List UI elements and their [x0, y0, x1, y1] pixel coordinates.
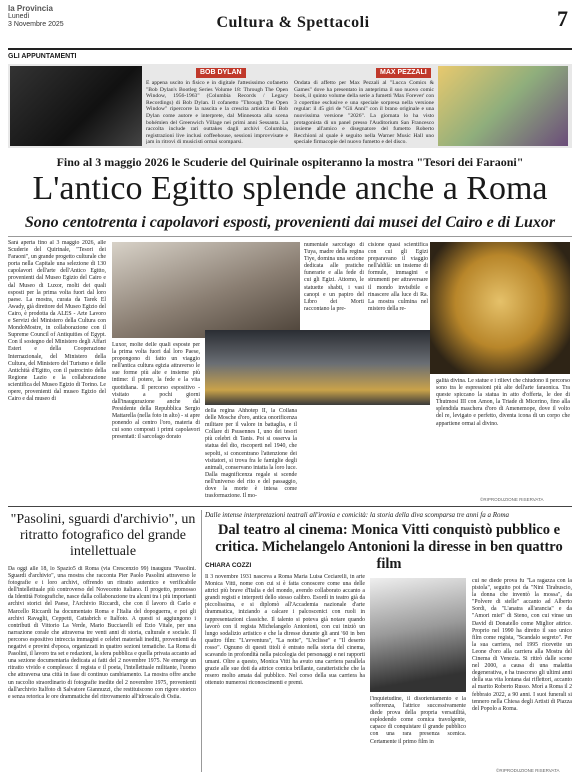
egitto-col-5: cisione quasi scientifica con cui gli Egizi preparavano il viaggio nell'aldilà: un insieme di formule, immagini e strumenti per attraversare il mondo invisibile e rinascere alla luce di Ra. La mostra culmina nel mistero della re-	[368, 242, 428, 312]
dylan-text: È appena uscito in fisico e in digitale l'attesissimo cofanetto "Bob Dylan's Bootleg Series Volume 18: Through The Open Window, 1956-1963" (Columbia Records / Legacy Recordings) di Bob Dylan. Il cofanetto "Through The Open Window" ripercorre la nascita e la crescita artistica di Bob Dylan come autore e interprete, dal Minnesota alla scena bohémien del Greenwich Village nei primi anni Sessanta. La raccolta include rari outtakes dagli archivi Columbia, registrazioni live inclusi coffeehouse, sessioni improvvisate e jam in ritrovi di musicisti ormai scomparsi.	[146, 80, 288, 146]
vitti-col-1: Il 3 novembre 1931 nasceva a Roma Maria Luisa Ceciarelli, in arte Monica Vitti, nome con cui si è fatta conoscere come una delle attrici più brave d'Italia e del mondo, avendo collaborato accanto a grandi registi e interpreti dello stesso calibro. Esordì in teatro già da piccolissima, e si diplomò all'Accademia nazionale d'arte drammatica, iniziando a calcare i palcoscenici con ruoli in rappresentazioni classiche. Il talento si poteva già notare quando lavorò con il regista Michelangelo Antonioni, con cui iniziò un lungo sodalizio artistico e che la diresse durante gli anni '60 in ben quattro film: "L'avventura", "La notte", "L'eclisse" e "Il deserto rosso". Ognuno di questi titoli è entrato nella storia del cinema, scavando in profondità nella psicologia dei personaggi e nei rapporti umani. Oltre a questo, Monica Vitti ha avuto una carriera parallela grazie alle sue doti da attrice comica brillante, caratteristiche che la resero molto amata dal pubblico. Nel corso della sua carriera ha ottenuto numerosi riconoscimenti e premi.	[205, 574, 365, 687]
section-title: Cultura & Spettacoli	[216, 14, 370, 31]
dylan-photo	[10, 66, 142, 146]
page-number: 7	[557, 6, 568, 31]
masthead	[8, 4, 572, 48]
column-divider	[201, 510, 202, 772]
vitti-byline: CHIARA COZZI	[205, 562, 252, 569]
gold-mask-photo	[430, 242, 570, 374]
vitti-photo	[370, 578, 466, 692]
egitto-col-6: galità divina. Le statue e i rilievi che chiudono il percorso sono tra le espressioni più alte dell'arte faraonica. Tra queste spiccano la statua in atto d'offerta, le dee di Thutmosi III con Amon, la Triade di Micerino, fino alla splendida maschera d'oro di Amenemope, dove il volto del re, levigato e perfetto, diventa icona di un corpo che appartiene ormai al divino.	[436, 378, 570, 427]
egitto-col-2: Luxor, molte delle quali esposte per la prima volta fuori dal loro Paese, propongono di fatto un viaggio nell'antica cultura egizia attraverso le sue forme più alte e insieme più intime: il potere, la fede e la vita quotidiana. Il percorso espositivo - visitato a pochi giorni dall'inaugurazione anche dal Presidente della Repubblica Sergio Mattarella (nella foto in alto) - si apre ponendo al centro l'oro, materia di cui sono composti i primi capolavori presentati: il sarcofago dorato	[112, 342, 200, 441]
pezzali-label: MAX PEZZALI	[376, 68, 431, 78]
pezzali-photo	[438, 66, 568, 146]
vitti-credit: ©RIPRODUZIONE RISERVATA	[496, 768, 560, 773]
appuntamenti-label: GLI APPUNTAMENTI	[8, 53, 77, 60]
egitto-divider	[8, 236, 572, 237]
dylan-label: BOB DYLAN	[196, 68, 246, 78]
egitto-col-3b	[304, 408, 428, 502]
egitto-kicker: Fino al 3 maggio 2026 le Scuderie del Quirinale ospiteranno la mostra "Tesori dei Faraoni"	[56, 155, 524, 169]
egitto-subhead: Sono centotrenta i capolavori esposti, provenienti dai musei del Cairo e di Luxor	[24, 214, 556, 231]
egitto-col-3: della regina Ahhotep II, la Collana delle Mosche d'oro, antica onorificenza militare per il valore in battaglia, e il Collare di Psusennes I, uno dei tesori più celebri di Tanis. Poi si osserva la statua del dio, riscoperti nel 1940, che sepolti, si concentrano l'attenzione dei visitatori, si trova fra le famiglie degli animali, conservano intatta la loro luce. Dalla magnificenza regale si scende nell'universo del rito e del passaggio, dove la morte è intesa come trasformazione. Il mo-	[205, 408, 297, 500]
section-divider	[8, 506, 572, 507]
egitto-credit: ©RIPRODUZIONE RISERVATA	[480, 497, 544, 502]
vitti-col-3: cui ne diede prova fu "La ragazza con la pistola", seguito poi da "Nini Tirabuscio, la donna che inventò la mossa", da "Polvere di stelle" accanto ad Alberto Sordi, da "L'anatra all'arancia" e da "Amori miei" di Steno, con cui vinse un David di Donatello come Miglior attrice. Proprio nel 1990 ha diretto il suo unico film come regista, "Scandalo segreto". Per la sua carriera, nel 1995 ricevette un Leone d'oro alla carriera alla Mostra del Cinema di Venezia. Si ritirò dalle scene nel 2000, a causa di una malattia degenerativa, e ha trascorso gli ultimi anni della sua vita lontana dai riflettori, accanto al marito Roberto Russo. Morì a Roma il 2 febbraio 2022, a 90 anni. I suoi funerali si tennero nella Chiesa degli Artisti di Piazza del Popolo a Roma.	[472, 578, 572, 712]
pasolini-text: Da oggi alle 18, lo Spazio5 di Roma (via Crescenzio 99) inaugura "Pasolini. Sguardi d'archivio", una mostra che racconta Pier Paolo Pasolini attraverso le fotografie e i loro archivi, offrendo un ritratto autentico e verificabile dell'intellettuale più controverso del Novecento italiano. Il progetto, promosso da Identità Fotografiche, nasce dalla collaborazione tra alcuni tra i più importanti archivi storici del Paese, l'Archivio Riccardi, che con il lavoro di Carlo e Marcello Riccardi ha documentato Roma e l'Italia del dopoguerra, e poi gli archivi Ravaglii, Ceppetti, Cattabrich e Italfoto. A questi si aggiungono i contributi di Vittorio La Verde, Mario Bucciarelli ed Ezio Vitale, per una narrazione corale che attraversa tre venti anni di storia, culturale e sociale. Il percorso espositivo intreccia immagini e celebri materiali inediti, provenienti da negativi e provini d'epoca, organizzati in quattro sezioni tematiche. La Roma di Pasolini, il lavoro tra set e redazioni, la sfera pubblica e quella privata accanto ad una sezione documentaria dedicata ai fatti del 2 novembre 1975. Ne emerge un ritratto vivido e complesso: il regista e il poeta, l'intellettuale militante, l'uomo che attraversa una città in fase di continuo cambiamento. La mostra offre anche un raccolto straordinario di fotografie inedite del 2 novembre 1975, provenienti dall'archivio Italfoto di Salvatore Giannuzzi, che restituiscono con rigore storico e senza retorica le ore drammatiche del ritrovamento all'idroscalo di Ostia.	[8, 566, 196, 700]
paper-date: 3 Novembre 2025	[8, 21, 64, 28]
paper-day: Lunedì	[8, 13, 30, 20]
paper-name: la Provincia	[8, 4, 53, 13]
egitto-col-4: numentale sarcofago di Tuya, madre della regina Tiye, domina una sezione dedicata alle pratiche funerarie e alla fede di cui gli Egizi. Attorno, le statuette shabti, i vasi canopi e un papiro del Libro dei Morti raccontano la pre-	[304, 242, 364, 312]
vitti-headline: Dal teatro al cinema: Monica Vitti conquistò pubblico e critica. Michelangelo Antonioni la diresse in ben quattro film	[215, 522, 563, 572]
masthead-rule	[8, 48, 572, 50]
egitto-headline: L'antico Egitto splende anche a Roma	[32, 170, 548, 207]
vitti-col-2: l'inquietudine, il disorientamento e la sofferenza, l'attrice successivamente diede prova della propria versatilità, esplodendo come comica travolgente, capace di conquistare il grande pubblico con una rara presenza scenica. Certamente il primo film in	[370, 696, 466, 745]
pezzali-text: Ondata di affetto per Max Pezzali al "Lucca Comics & Games" dove ha presentato in anteprima il suo nuovo comic book, il quinto volume della serie a fumetti 'Max Forever' con 3 copertine esclusive e una speciale sorpresa nella versione regular: il 45 giri de "Gli Anni" con il brano originale e una nuovissima versione "2026". La giornata lo ha visto protagonista di un panel presso l'Auditorium San Francesco insieme all'amico e disegnatore del fumetto Roberto Recchioni al quale è seguito nella Warner Music Hall uno speciale firmacopie del nuovo fumetto e del disco.	[294, 80, 434, 146]
egitto-col-1: Sarà aperta fino al 3 maggio 2026, alle Scuderie del Quirinale, "Tesori dei Faraoni", un grande progetto culturale che porta nella Capitale una selezione di 130 capolavori dell'arte dell'Antico Egitto, provenienti dal Museo Egizio del Cairo e dal Museo di Luxor, molti dei quali esposti per la prima volta fuori dal loro paese. La mostra, curata da Tarek El Awady, già direttore del Museo Egizio del Cairo, è prodotta da ALES - Arte Lavoro e Servizi del Ministero della Cultura con MondoMostre, in collaborazione con il Supreme Council of Antiquities of Egypt. Con il sostegno del Ministero degli Affari Esteri e della Cooperazione Internazionale, del Ministero della Cultura, del Ministero del Turismo e delle Antichità d'Egitto, con il patrocinio della Regione Lazio e la collaborazione scientifica del Museo Egizio di Torino. Le opere, provenienti dal museo Egizio del Cairo e dal museo di	[8, 240, 106, 403]
sarcophagus-photo	[205, 330, 430, 405]
pasolini-headline: "Pasolini, sguardi d'archivio", un ritratto fotografico del grande intellettuale	[10, 512, 196, 559]
vitti-kicker: Dalle intense interpretazioni teatrali all'ironia e comicità: la storia della diva scomparsa tre anni fa a Roma	[205, 511, 510, 519]
mattarella-photo	[112, 242, 300, 338]
